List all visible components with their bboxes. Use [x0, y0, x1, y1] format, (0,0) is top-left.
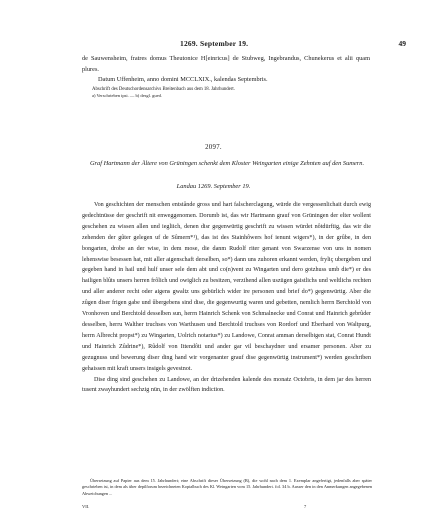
- intro-text: de Sauwensheim, fratres domus Theutonice H[einricus] de Stubweg, Ingebrandus, Chunekerus et alii quam plures.: [82, 55, 370, 73]
- body-paragraph: Von geschichten der menschen entstânde gross und hart falscherclagung, würde die vergessenlichait durch ewig gedechtnüsse der geschrift nit enweggenomen. Dorumb ist, das wir Hartmann grauf von Grüningen der elter wollent geschehen zu wissen allen und iegliich, denen disr gegenwürtig geschrift zu wissen würdet nôtdürftig, das wir die zehenden der gûter gelegen uf de Sûmern*¹), das ist des Stainhôwers hof ienunt wigers*), in der grûbe, in den bongarten, drobe an der wise, in dem mose, die danm Rudolf riter genant von Swarzense von uns in nomen lehenswise besessen hat, mit aller aigenschaft derselben, so*) dann uns zuhoren erkannt werden, fryliç ubergeben und gegeben hand in hail und hulf unser sele dem abt und co(n)vent zu Wingarten und dero gotzhuss umb die*) er des hailigen blûts unsers herren frôlich und owiglich zu besitzen, verzihend allen uszügen gaistlichs und weltlichs rechten und aller anderer recht oder aigens gwaltz uns gebürlich wider ire personen und brief do*) gegenwürtig. Aber die zûgen diser frigen gabe und ûbergebens sind dise, die gegenwurtig waren und gebetten, nemlich herrn Berchtold von Vronhoven und Berchtold desselben sun, herrn Hainrich Schenk von Schmalnecke und Conrat und Hainrich gebrûder desselben, herru Walther truchses von Warthusen und Berchtold truchses von Rordorf und Eberhard von Waltpurg, herrn Albrecht propst*) zu Wingarten, Uolrich notarius*) zu Landowe, Conrat amman derselbigen stat, Conrat Hundt und Hainrich Zûdrine*), Rûdolf von Ittendôti und ander gar vil beschaydner und ersamer personen. Aber zu gezugnuss und bewerung diser ding hand wir vorgenanter grauf dise gegenwürtig instrument*) werden geschriben gehaissen mit kraft unsers insigels gevestnot.: [82, 202, 371, 372]
- sheet-signature: VII.: [82, 504, 90, 509]
- intro-footnote: a) Verschrieben ipsi. — b) desgl. gued.: [92, 92, 163, 98]
- editorial-notes: [82, 478, 372, 497]
- running-head: [118, 39, 418, 51]
- sheet-mark: 7: [304, 504, 307, 509]
- running-head-date: 1269. September 19.: [180, 39, 249, 48]
- intro-section: [82, 54, 370, 99]
- datum-line: Datum Uffenheim, anno domini MCCLXIX., kalendas Septembris.: [98, 76, 268, 84]
- document-number: 2097.: [205, 144, 222, 151]
- charter-body: [82, 200, 371, 396]
- place-date-line: Landau 1269. September 19.: [176, 183, 251, 190]
- page-number: 49: [398, 39, 406, 48]
- archive-note: Abschrift des Deutschordensarchivs Breitenbach aus dem 18. Jahrhundert.: [92, 86, 235, 92]
- notes-text: Übersetzung auf Papier aus dem 15. Jahrhundert; eine Abschrift dieser Übersetzung (B), die wohl nach dem 1. Exemplar angefertigt, jedenfalls aber später geschrieben ist, in dem als über depilforum bezeichneten Kopialbuch des Kl. Weingarten vom 15. Jahrhundert. fol. 34 b. Ausser den in den Anmerkungen angegebenen Abweichungen ...: [82, 478, 372, 496]
- body-paragraph: Dise ding sind geschehen zu Landowe, an der drizehenden kalende des monatz Octobris, in dem jar des herren tusent zwayhundert sechzig nün, in der zwölften indiction.: [82, 376, 371, 394]
- regest-summary: Graf Hartmann der Ältere von Grüningen schenkt dem Kloster Weingarten einige Zehnten auf den Sumern.: [89, 160, 365, 167]
